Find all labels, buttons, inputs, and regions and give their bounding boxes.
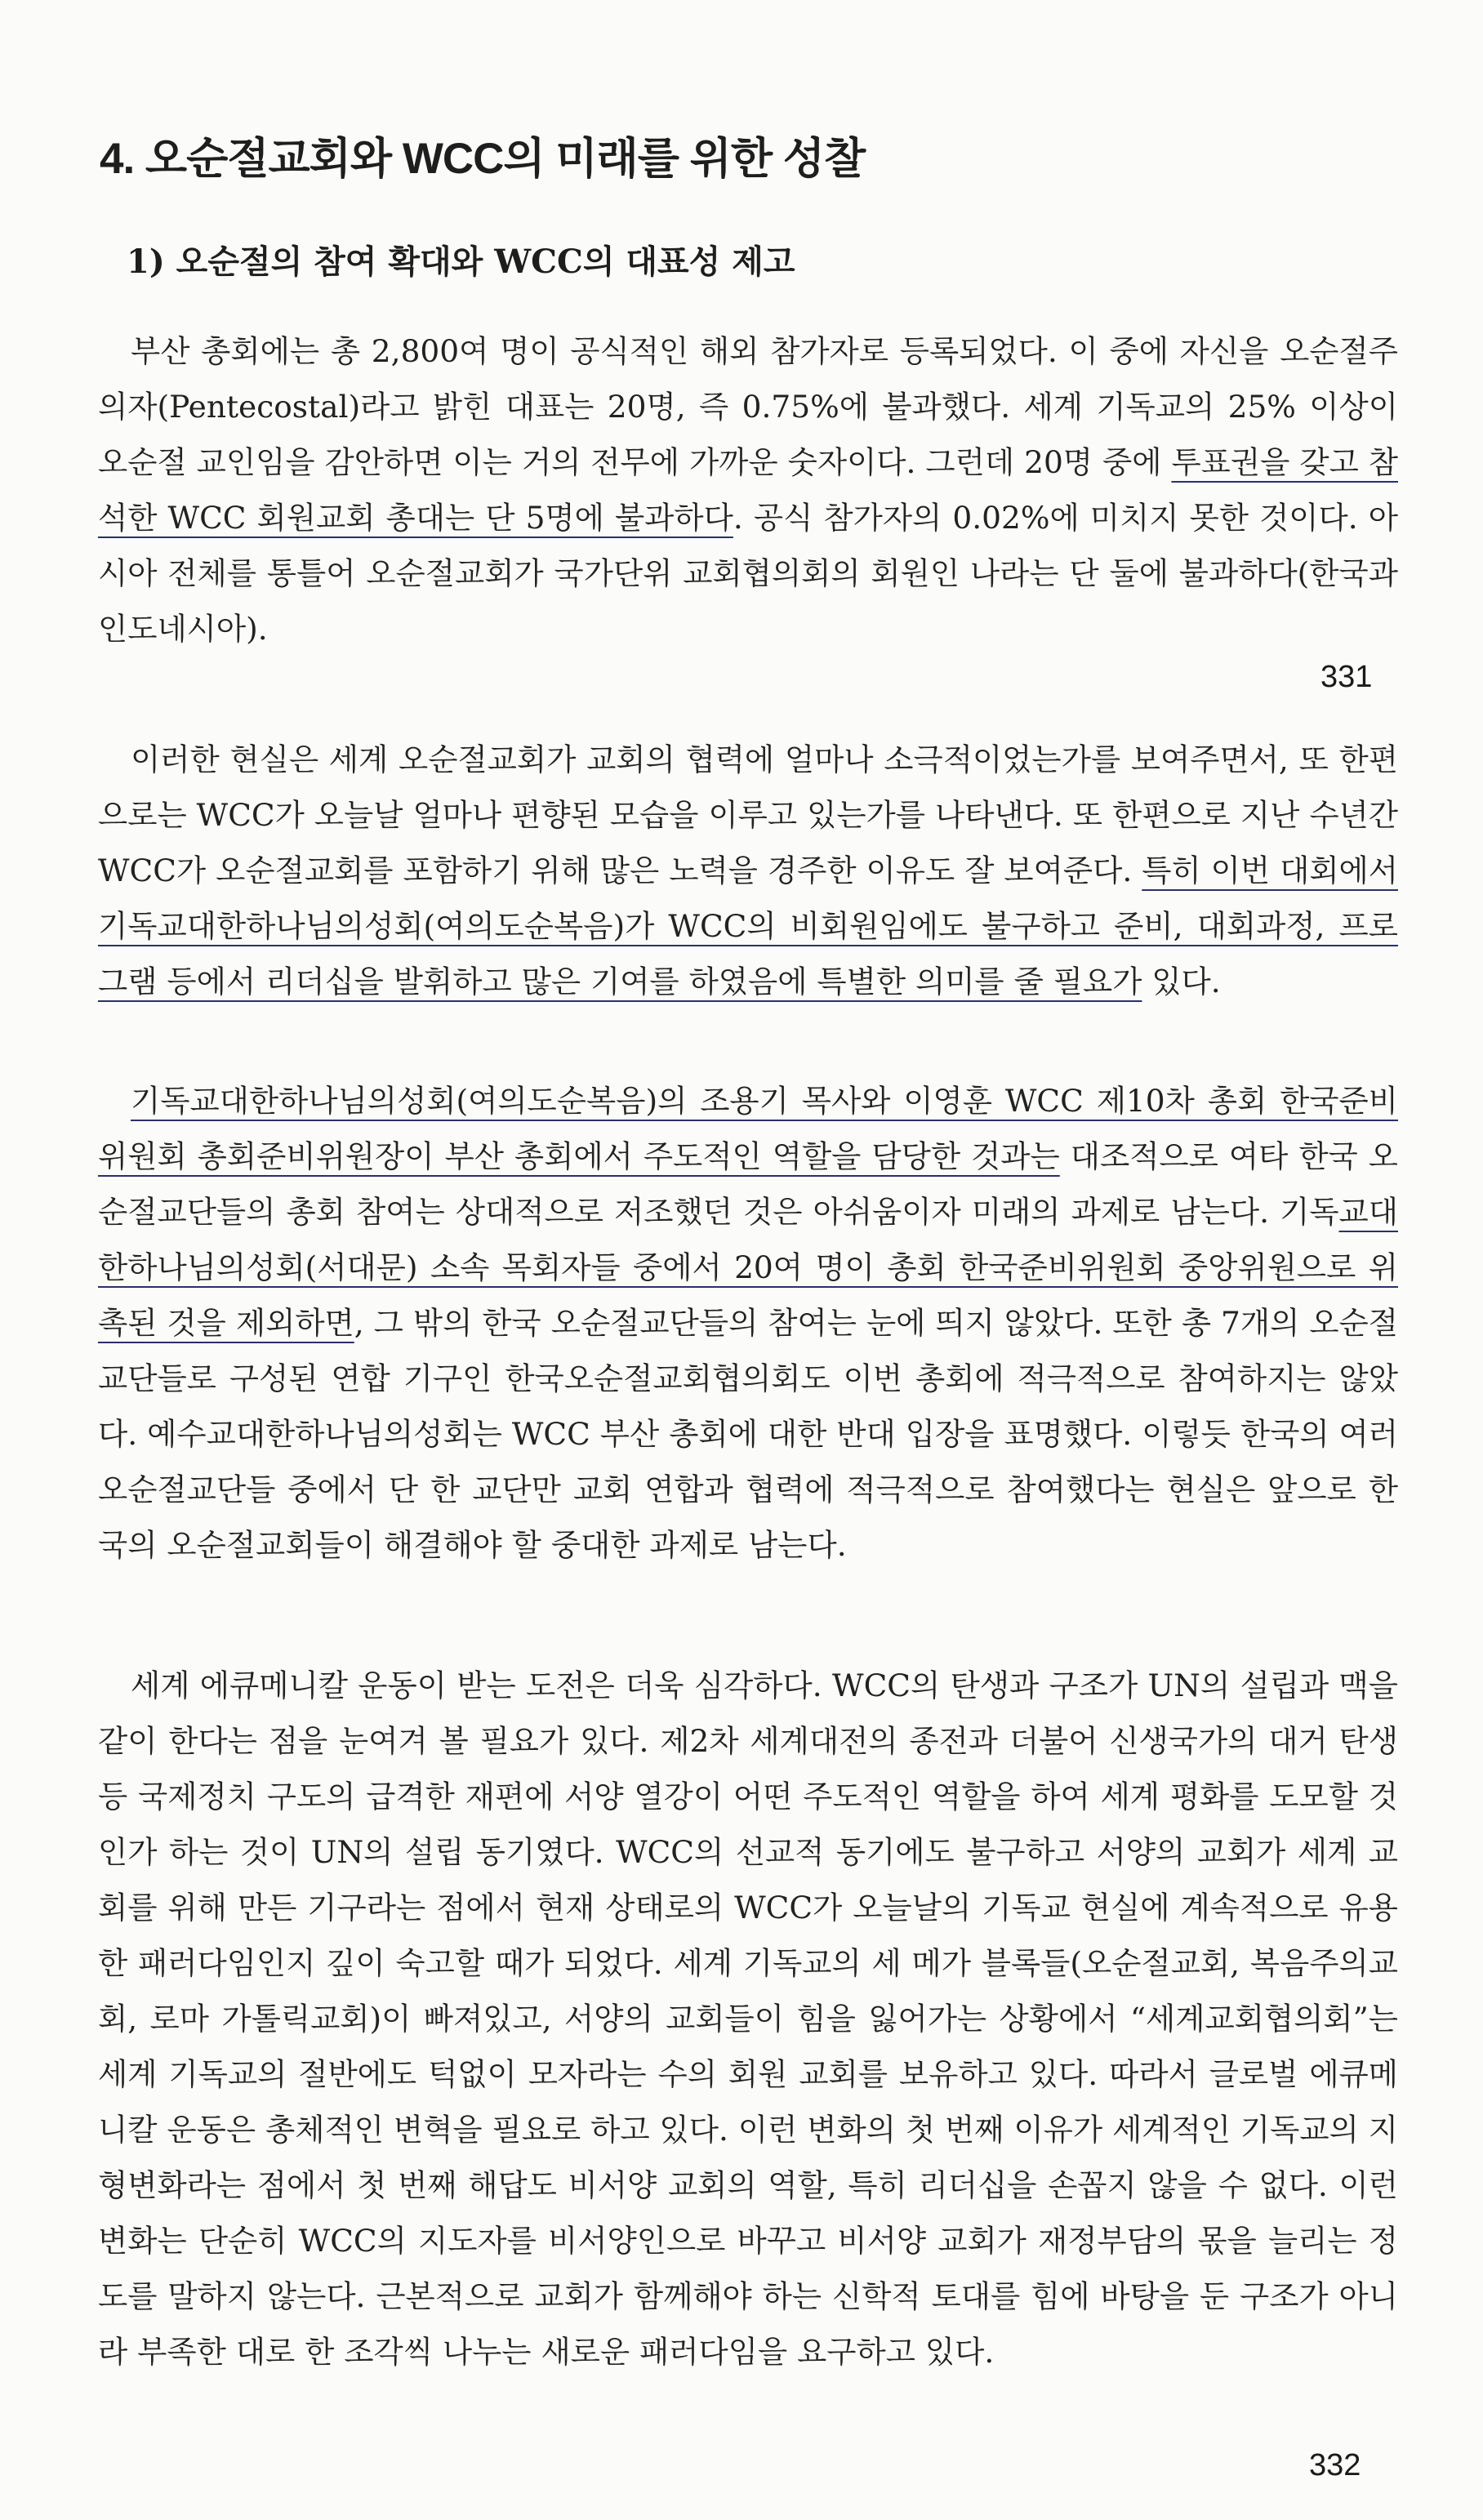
paragraph-4-text: 세계 에큐메니칼 운동이 받는 도전은 더욱 심각하다. WCC의 탄생과 구조가 UN의 설립과 맥을 같이 한다는 점을 눈여겨 볼 필요가 있다. 제2차 세계대전의 종전과 더불어 신생국가의 대거 탄생 등 국제정치 구도의 급격한 재편에 서양 열강이 어떤 주도적인 역할을 하여 세계 평화를 도모할 것인가 하는 것이 UN의 설립 동기였다. WCC의 선교적 동기에도 불구하고 서양의 교회가 세계 교회를 위해 만든 기구라는 점에서 현재 상태로의 WCC가 오늘날의 기독교 현실에 계속적으로 유용한 패러다임인지 깊이 숙고할 때가 되었다. 세계 기독교의 세 메가 블록들(오순절교회, 복음주의교회, 로마 가톨릭교회)이 빠져있고, 서양의 교회들이 힘을 잃어가는 상황에서 “세계교회협의회”는 세계 기독교의 절반에도 턱없이 모자라는 수의 회원 교회를 보유하고 있다. 따라서 글로벌 에큐메니칼 운동은 총체적인 변혁을 필요로 하고 있다. 이런 변화의 첫 번째 이유가 세계적인 기독교의 지형변화라는 점에서 첫 번째 해답도 비서양 교회의 역할, 특히 리더십을 손꼽지 않을 수 없다. 이런 변화는 단순히 WCC의 지도자를 비서양인으로 바꾸고 비서양 교회가 재정부담의 몫을 늘리는 정도를 말하지 않는다. 근본적으로 교회가 함께해야 하는 신학적 토대를 힘에 바탕을 둔 구조가 아니라 부족한 대로 한 조각씩 나누는 새로운 패러다임을 요구하고 있다. — [98, 1667, 1398, 2370]
paragraph-3-underlined-text-1: 기독교대한하나님의성회(여의도순복음)의 조용기 목사와 이영훈 WCC 제10차 총회 한국준비위원회 총회준비위원장이 부산 총회에서 주도적인 역할을 담당한 것과는 — [98, 1083, 1398, 1174]
paragraph-3 — [98, 1073, 1398, 1573]
paragraph-1-text-b: . 공식 참가자의 0.02%에 미치지 못한 것이다. 아시아 전체를 통틀어 오순절교회가 국가단위 교회협의회의 회원인 나라는 단 둘에 불과하다(한국과 인도네시아). — [98, 500, 1398, 647]
section-heading: 4. 오순절교회와 WCC의 미래를 위한 성찰 — [100, 134, 866, 183]
sub-heading: 1) 오순절의 참여 확대와 WCC의 대표성 제고 — [127, 243, 795, 282]
paragraph-2-text-a: 이러한 현실은 세계 오순절교회가 교회의 협력에 얼마나 소극적이었는가를 보여주면서, 또 한편으로는 WCC가 오늘날 얼마나 편향된 모습을 이루고 있는가를 나타낸다. 또 한편으로 지난 수년간 WCC가 오순절교회를 포함하기 위해 많은 노력을 경주한 이유도 잘 보여준다. — [98, 741, 1398, 888]
paragraph-2-underlined-text: 특히 이번 대회에서 기독교대한하나님의성회(여의도순복음)가 WCC의 비회원임에도 불구하고 준비, 대회과정, 프로그램 등에서 리더십을 발휘하고 많은 기여를 하였음에 특별한 의미를 줄 필요가 — [98, 853, 1399, 1000]
paragraph-1 — [98, 323, 1398, 657]
paragraph-4 — [98, 1658, 1398, 2380]
page-number-331: 331 — [1320, 660, 1373, 694]
paragraph-3-text-a: 대조적으로 여타 한국 오순절교단들의 총회 참여는 상대적으로 저조했던 것은 아쉬움이자 미래의 과제로 남는다. 기독 — [98, 1138, 1398, 1230]
paragraph-3-underlined-text-2: 교대한하나님의성회(서대문) 소속 목회자들 중에서 20여 명이 총회 한국준비위원회 중앙위원으로 위촉된 것을 제외하면 — [98, 1194, 1398, 1341]
paragraph-2 — [98, 732, 1398, 1009]
paragraph-1-underlined-text: 투표권을 갖고 참석한 WCC 회원교회 총대는 단 5명에 불과하다 — [98, 444, 1398, 536]
page-number-332: 332 — [1309, 2448, 1361, 2482]
paragraph-3-text-b: , 그 밖의 한국 오순절교단들의 참여는 눈에 띄지 않았다. 또한 총 7개의 오순절교단들로 구성된 연합 기구인 한국오순절교회협의회도 이번 총회에 적극적으로 참여하지는 않았다. 예수교대한하나님의성회는 WCC 부산 총회에 대한 반대 입장을 표명했다. 이렇듯 한국의 여러 오순절교단들 중에서 단 한 교단만 교회 연합과 협력에 적극적으로 참여했다는 현실은 앞으로 한국의 오순절교회들이 해결해야 할 중대한 과제로 남는다. — [98, 1305, 1398, 1563]
paragraph-1-text-a: 부산 총회에는 총 2,800여 명이 공식적인 해외 참가자로 등록되었다. 이 중에 자신을 오순절주의자(Pentecostal)라고 밝힌 대표는 20명, 즉 0.75%에 불과했다. 세계 기독교의 25% 이상이 오순절 교인임을 감안하면 이는 거의 전무에 가까운 숫자이다. 그런데 20명 중에 — [98, 333, 1398, 480]
paragraph-2-text-b: 있다. — [1142, 964, 1221, 1000]
